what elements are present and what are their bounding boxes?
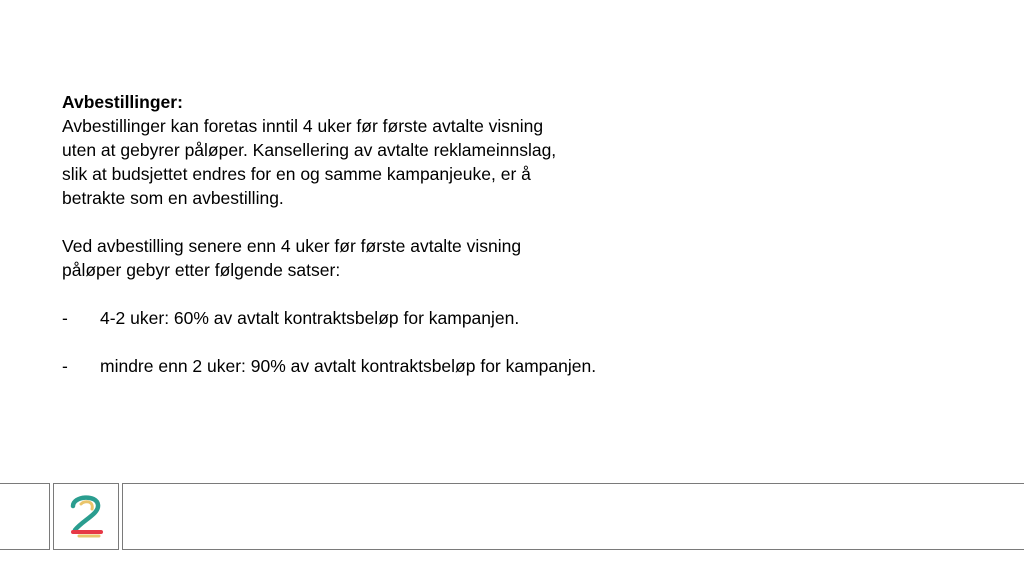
- bullet-text: 4-2 uker: 60% av avtalt kontraktsbeløp for kampanjen.: [100, 308, 520, 328]
- paragraph-1-line-3: slik at budsjettet endres for en og samme kampanjeuke, er å: [62, 164, 531, 184]
- paragraph-2-line-1: Ved avbestilling senere enn 4 uker før første avtalte visning: [62, 236, 522, 256]
- spacer: [62, 282, 762, 306]
- footer-main-panel: [122, 483, 1024, 550]
- bullet-text: mindre enn 2 uker: 90% av avtalt kontraktsbeløp for kampanjen.: [100, 356, 597, 376]
- paragraph-1-line-2: uten at gebyrer påløper. Kansellering av avtalte reklameinnslag,: [62, 140, 557, 160]
- bullet-marker: -: [62, 308, 68, 328]
- list-item: [62, 354, 762, 378]
- footer-logo-panel: [53, 483, 119, 550]
- bullet-marker: -: [62, 356, 68, 376]
- spacer: [62, 210, 762, 234]
- spacer: [62, 330, 762, 354]
- tv2-logo-icon: [67, 492, 107, 540]
- footer-left-panel: [0, 483, 50, 550]
- paragraph-2-line-2: påløper gebyr etter følgende satser:: [62, 260, 341, 280]
- list-item: [62, 306, 762, 330]
- paragraph-1-line-4: betrakte som en avbestilling.: [62, 188, 284, 208]
- cancellation-text-block: [62, 90, 762, 378]
- paragraph-1-line-1: Avbestillinger kan foretas inntil 4 uker før første avtalte visning: [62, 116, 544, 136]
- section-heading: Avbestillinger:: [62, 92, 183, 112]
